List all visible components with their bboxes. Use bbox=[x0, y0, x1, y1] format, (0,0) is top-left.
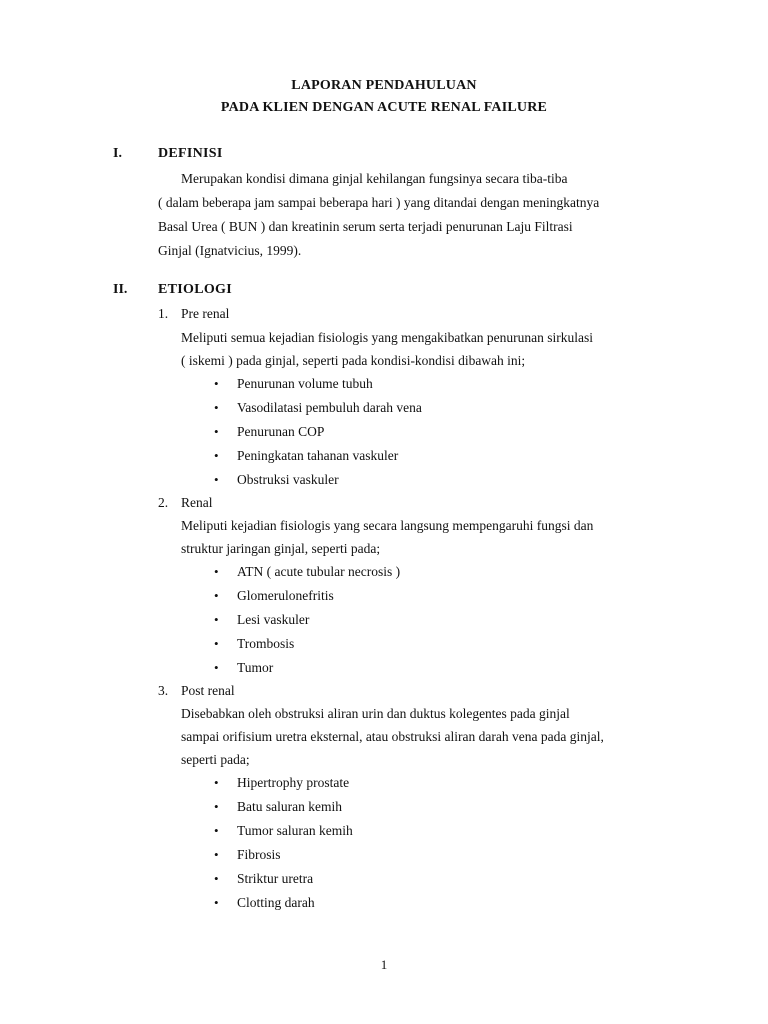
bullet-item: Peningkatan tahanan vaskuler bbox=[237, 448, 399, 463]
subsection-desc-line: Meliputi kejadian fisiologis yang secara langsung mempengaruhi fungsi dan bbox=[181, 518, 594, 533]
bullet-item: Tumor bbox=[237, 660, 274, 675]
subsection-label-post-renal: Post renal bbox=[181, 683, 235, 698]
bullet-icon: • bbox=[214, 799, 219, 814]
bullet-item: Vasodilatasi pembuluh darah vena bbox=[237, 400, 422, 415]
list-marker: 2. bbox=[158, 495, 169, 510]
definisi-text-line: Ginjal (Ignatvicius, 1999). bbox=[158, 243, 302, 258]
section-heading-etiologi: ETIOLOGI bbox=[158, 282, 232, 297]
bullet-icon: • bbox=[214, 660, 219, 675]
bullet-item: Batu saluran kemih bbox=[237, 799, 342, 814]
bullet-item: Penurunan volume tubuh bbox=[237, 376, 373, 391]
bullet-icon: • bbox=[214, 871, 219, 886]
bullet-item: Penurunan COP bbox=[237, 424, 325, 439]
bullet-item: Obstruksi vaskuler bbox=[237, 472, 339, 487]
subsection-desc-line: sampai orifisium uretra eksternal, atau obstruksi aliran darah vena pada ginjal, bbox=[181, 729, 604, 744]
bullet-icon: • bbox=[214, 636, 219, 651]
subsection-desc-line: ( iskemi ) pada ginjal, seperti pada kondisi-kondisi dibawah ini; bbox=[181, 353, 526, 368]
bullet-item: Lesi vaskuler bbox=[237, 612, 310, 627]
bullet-icon: • bbox=[214, 847, 219, 862]
bullet-icon: • bbox=[214, 564, 219, 579]
bullet-icon: • bbox=[214, 376, 219, 391]
bullet-icon: • bbox=[214, 448, 219, 463]
section-number-definisi: I. bbox=[113, 146, 122, 161]
bullet-icon: • bbox=[214, 472, 219, 487]
subsection-desc-line: Disebabkan oleh obstruksi aliran urin dan duktus kolegentes pada ginjal bbox=[181, 706, 570, 721]
section-heading-definisi: DEFINISI bbox=[158, 146, 223, 161]
bullet-item: Tumor saluran kemih bbox=[237, 823, 353, 838]
definisi-text-line: ( dalam beberapa jam sampai beberapa hari ) yang ditandai dengan meningkatnya bbox=[158, 195, 600, 210]
bullet-icon: • bbox=[214, 895, 219, 910]
page-number: 1 bbox=[380, 957, 388, 972]
subsection-desc-line: seperti pada; bbox=[181, 752, 250, 767]
document-title-line-2: PADA KLIEN DENGAN ACUTE RENAL FAILURE bbox=[220, 100, 548, 115]
bullet-item: Fibrosis bbox=[237, 847, 281, 862]
bullet-icon: • bbox=[214, 775, 219, 790]
bullet-icon: • bbox=[214, 612, 219, 627]
definisi-text-line: Basal Urea ( BUN ) dan kreatinin serum serta terjadi penurunan Laju Filtrasi bbox=[158, 219, 573, 234]
bullet-item: Striktur uretra bbox=[237, 871, 314, 886]
list-marker: 3. bbox=[158, 683, 169, 698]
bullet-item: Glomerulonefritis bbox=[237, 588, 334, 603]
bullet-icon: • bbox=[214, 424, 219, 439]
bullet-item: Hipertrophy prostate bbox=[237, 775, 350, 790]
definisi-text-line: Merupakan kondisi dimana ginjal kehilangan fungsinya secara tiba-tiba bbox=[181, 171, 568, 186]
subsection-label-pre-renal: Pre renal bbox=[181, 306, 230, 321]
bullet-icon: • bbox=[214, 823, 219, 838]
bullet-item: Trombosis bbox=[237, 636, 295, 651]
bullet-icon: • bbox=[214, 400, 219, 415]
subsection-desc-line: struktur jaringan ginjal, seperti pada; bbox=[181, 541, 381, 556]
subsection-desc-line: Meliputi semua kejadian fisiologis yang mengakibatkan penurunan sirkulasi bbox=[181, 330, 594, 345]
document-title-line-1: LAPORAN PENDAHULUAN bbox=[291, 78, 477, 93]
bullet-item: Clotting darah bbox=[237, 895, 315, 910]
subsection-label-renal: Renal bbox=[181, 495, 213, 510]
bullet-item: ATN ( acute tubular necrosis ) bbox=[237, 564, 401, 579]
bullet-icon: • bbox=[214, 588, 219, 603]
section-number-etiologi: II. bbox=[113, 282, 128, 297]
list-marker: 1. bbox=[158, 306, 169, 321]
